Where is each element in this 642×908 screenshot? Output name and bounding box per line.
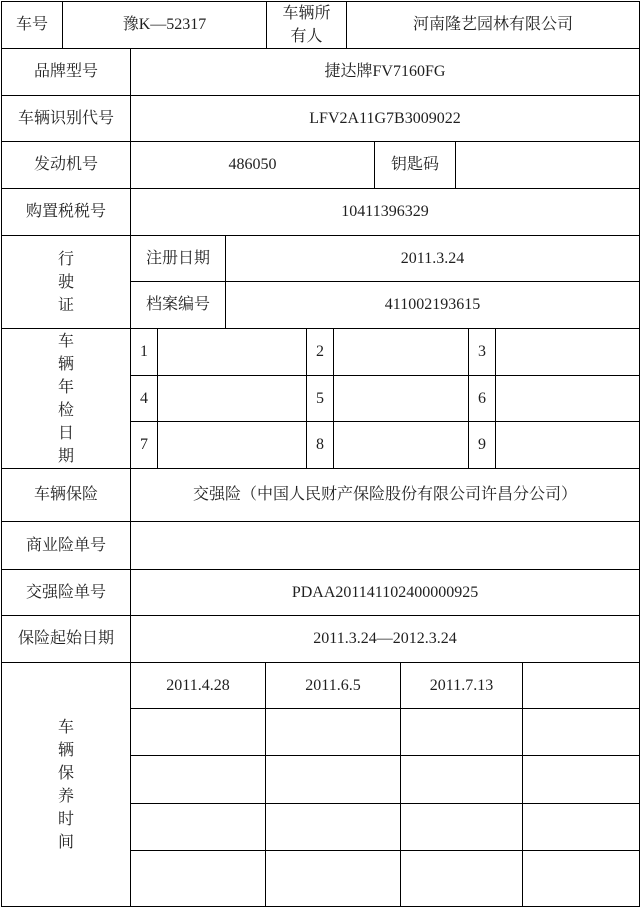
owner-label: [266, 1, 347, 49]
owner-value: 河南隆艺园林有限公司: [346, 1, 640, 49]
driving-license-char: 证: [57, 296, 74, 314]
maintenance-cell: [130, 803, 266, 851]
inspection-slot-value: [333, 328, 469, 376]
owner-label-line2: 有人: [290, 28, 323, 45]
vin-label: 车辆识别代号: [1, 95, 131, 142]
maintenance-label: [1, 662, 131, 907]
purchase-tax-label: 购置税税号: [1, 188, 131, 236]
commercial-policy-value: [130, 521, 640, 570]
maintenance-cell: [265, 850, 401, 907]
annual-inspection-char: 辆: [57, 355, 74, 373]
driving-license-char: 驶: [57, 273, 74, 291]
compulsory-policy-label: 交强险单号: [1, 569, 131, 616]
purchase-tax-value: 10411396329: [130, 188, 640, 236]
maintenance-cell: [522, 850, 640, 907]
inspection-slot-value: [333, 375, 469, 422]
inspection-slot-value: [157, 328, 307, 376]
insurance-period-label: 保险起始日期: [1, 615, 131, 663]
inspection-slot-number: 3: [468, 328, 496, 376]
inspection-slot-number: 6: [468, 375, 496, 422]
brand-model-value: 捷达牌FV7160FG: [130, 48, 640, 96]
maintenance-cell: [130, 708, 266, 756]
maintenance-cell: [522, 662, 640, 709]
maintenance-char: 车: [57, 718, 74, 736]
maintenance-char: 间: [57, 833, 74, 851]
inspection-slot-number: 4: [130, 375, 158, 422]
maintenance-cell: [265, 708, 401, 756]
maintenance-cell: [265, 803, 401, 851]
maintenance-cell: 2011.4.28: [130, 662, 266, 709]
inspection-slot-value: [495, 375, 640, 422]
maintenance-char: 保: [57, 764, 74, 782]
inspection-slot-value: [333, 421, 469, 469]
vin-value: LFV2A11G7B3009022: [130, 95, 640, 142]
insurance-value: 交强险（中国人民财产保险股份有限公司许昌分公司）: [130, 468, 640, 522]
engine-value: 486050: [130, 141, 375, 189]
inspection-slot-value: [495, 328, 640, 376]
maintenance-cell: [400, 755, 523, 804]
registration-date-value: 2011.3.24: [225, 235, 640, 282]
maintenance-cell: [522, 755, 640, 804]
driving-license-label: [1, 235, 131, 329]
maintenance-cell: 2011.7.13: [400, 662, 523, 709]
brand-model-label: 品牌型号: [1, 48, 131, 96]
maintenance-cell: [522, 803, 640, 851]
annual-inspection-char: 期: [57, 447, 74, 465]
driving-license-char: 行: [57, 250, 74, 268]
inspection-slot-number: 7: [130, 421, 158, 469]
compulsory-policy-value: PDAA201141102400000925: [130, 569, 640, 616]
key-code-value: [455, 141, 640, 189]
inspection-slot-number: 1: [130, 328, 158, 376]
maintenance-cell: [265, 755, 401, 804]
insurance-label: 车辆保险: [1, 468, 131, 522]
insurance-period-value: 2011.3.24—2012.3.24: [130, 615, 640, 663]
key-code-label: 钥匙码: [374, 141, 456, 189]
maintenance-cell: [130, 850, 266, 907]
plate-label: 车号: [1, 1, 63, 49]
maintenance-char: 辆: [57, 741, 74, 759]
inspection-slot-value: [495, 421, 640, 469]
inspection-slot-number: 5: [306, 375, 334, 422]
maintenance-cell: [400, 850, 523, 907]
registration-date-label: 注册日期: [130, 235, 226, 282]
annual-inspection-char: 车: [57, 332, 74, 350]
inspection-slot-value: [157, 421, 307, 469]
maintenance-cell: [400, 803, 523, 851]
inspection-slot-number: 8: [306, 421, 334, 469]
file-number-value: 411002193615: [225, 281, 640, 329]
annual-inspection-char: 日: [57, 424, 74, 442]
maintenance-char: 养: [57, 787, 74, 805]
maintenance-cell: [400, 708, 523, 756]
maintenance-cell: [130, 755, 266, 804]
inspection-slot-value: [157, 375, 307, 422]
inspection-slot-number: 9: [468, 421, 496, 469]
annual-inspection-char: 年: [57, 378, 74, 396]
maintenance-cell: [522, 708, 640, 756]
annual-inspection-char: 检: [57, 401, 74, 419]
owner-label-line1: 车辆所: [282, 5, 331, 22]
engine-label: 发动机号: [1, 141, 131, 189]
maintenance-char: 时: [57, 810, 74, 828]
plate-value: 豫K—52317: [62, 1, 267, 49]
inspection-slot-number: 2: [306, 328, 334, 376]
file-number-label: 档案编号: [130, 281, 226, 329]
annual-inspection-label: [1, 328, 131, 469]
maintenance-cell: 2011.6.5: [265, 662, 401, 709]
commercial-policy-label: 商业险单号: [1, 521, 131, 570]
